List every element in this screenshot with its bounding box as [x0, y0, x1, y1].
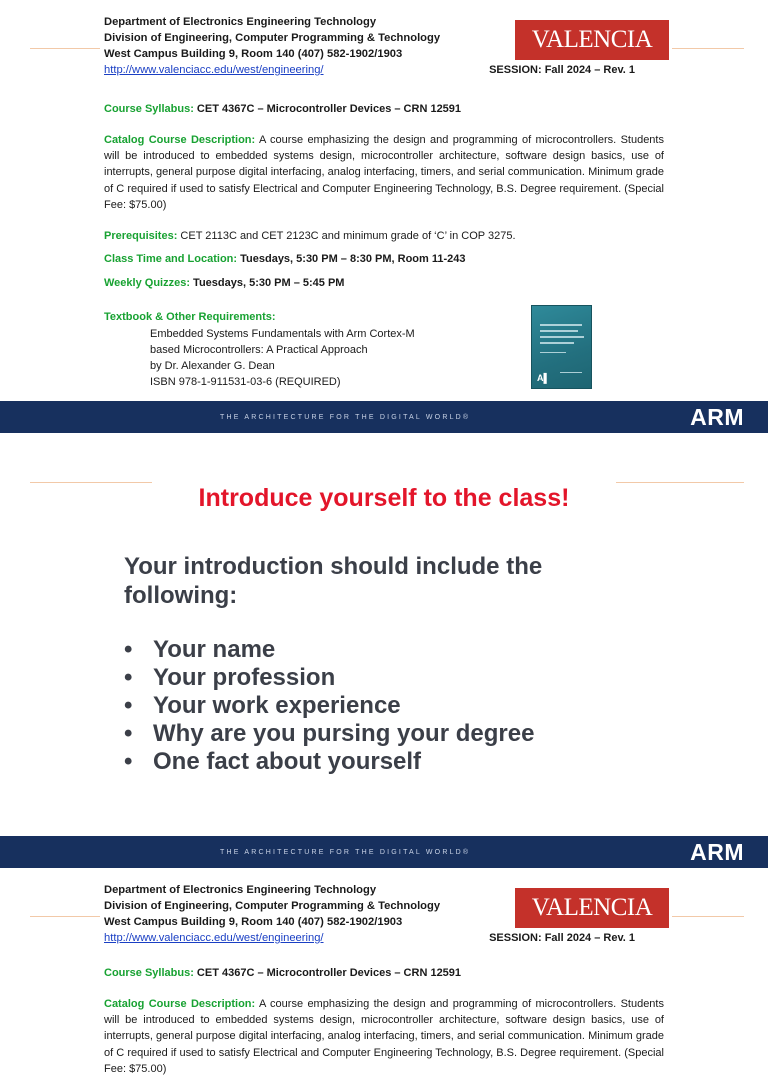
book-author: by Dr. Alexander G. Dean [150, 360, 275, 372]
arm-logo: ARM [690, 404, 744, 430]
prereq-text: CET 2113C and CET 2123C and minimum grade of ‘C’ in COP 3275. [177, 230, 516, 242]
intro-list-item: • Your name [124, 636, 534, 664]
catalog-text: A course emphasizing the design and programming of microcontrollers. Students will be introduced to embedded systems design, microcontroller architecture, software design basics, use of interrupts, general purpose digital interfacing, analog interfacing, timers, and serial communication. Minimum grade of C required if used to satisfy Electrical and Computer Engineering Technology, B.S. Degree requirement. (Special Fee: $75.00) [104, 998, 664, 1075]
book-title-line2: based Microcontrollers: A Practical Approach [150, 344, 368, 356]
textbook-cover-image [531, 305, 592, 389]
intro-title: Introduce yourself to the class! [198, 484, 570, 512]
syllabus-slide-bottom [0, 868, 768, 1075]
syllabus-slide-top [0, 0, 768, 404]
classtime-text: Tuesdays, 5:30 PM – 8:30 PM, Room 11-243 [237, 253, 466, 265]
textbook-details [150, 326, 415, 390]
decor-line-right [672, 48, 744, 49]
prerequisites-line [104, 228, 664, 244]
arm-tagline: THE ARCHITECTURE FOR THE DIGITAL WORLD® [220, 849, 471, 856]
intro-list-item: • Your profession [124, 664, 534, 692]
intro-heading: Your introduction should include the following: [124, 553, 543, 609]
book-title-line1: Embedded Systems Fundamentals with Arm Cortex-M [150, 328, 415, 340]
book-isbn-line [150, 374, 415, 390]
arm-tagline: THE ARCHITECTURE FOR THE DIGITAL WORLD® [220, 414, 471, 421]
class-time-line [104, 251, 664, 267]
decor-line-left [30, 482, 152, 483]
engineering-link[interactable]: http://www.valenciacc.edu/west/engineering/ [104, 932, 324, 944]
catalog-label: Catalog Course Description: [104, 998, 256, 1010]
catalog-description [104, 996, 664, 1077]
arm-footer-bar [0, 401, 768, 433]
division-name: Division of Engineering, Computer Programming & Technology [104, 32, 441, 44]
arm-logo: ARM [690, 839, 744, 865]
decor-line-right [616, 482, 744, 483]
book-required: (REQUIRED) [275, 376, 341, 388]
textbook-label: Textbook & Other Requirements: [104, 311, 276, 323]
valencia-logo: VALENCIA [515, 888, 669, 928]
quiz-text: Tuesdays, 5:30 PM – 5:45 PM [190, 277, 345, 289]
course-label: Course Syllabus: [104, 967, 194, 979]
prereq-label: Prerequisites: [104, 230, 178, 242]
course-label: Course Syllabus: [104, 103, 194, 115]
arm-footer-bar [0, 836, 768, 868]
decor-line-left [30, 48, 100, 49]
engineering-link[interactable]: http://www.valenciacc.edu/west/engineering/ [104, 64, 324, 76]
classtime-label: Class Time and Location: [104, 253, 238, 265]
intro-list-item: • One fact about yourself [124, 748, 534, 776]
cover-logo-icon: A▌ [537, 373, 550, 383]
campus-address: West Campus Building 9, Room 140 (407) 582-1902/1903 [104, 48, 403, 60]
department-name: Department of Electronics Engineering Technology [104, 16, 377, 28]
catalog-label: Catalog Course Description: [104, 134, 256, 146]
session-label: SESSION: Fall 2024 – Rev. 1 [489, 932, 635, 944]
course-value: CET 4367C – Microcontroller Devices – CRN 12591 [193, 103, 462, 115]
book-isbn: ISBN 978-1-911531-03-6 [150, 376, 276, 388]
valencia-logo: VALENCIA [515, 20, 669, 60]
course-value: CET 4367C – Microcontroller Devices – CRN 12591 [193, 967, 462, 979]
intro-list [124, 636, 534, 776]
quiz-label: Weekly Quizzes: [104, 277, 190, 289]
division-name: Division of Engineering, Computer Programming & Technology [104, 900, 441, 912]
course-syllabus-line [104, 965, 664, 981]
decor-line-left [30, 916, 100, 917]
weekly-quizzes-line [104, 275, 664, 291]
catalog-description [104, 132, 664, 213]
intro-list-item: • Why are you pursing your degree [124, 720, 534, 748]
department-name: Department of Electronics Engineering Technology [104, 884, 377, 896]
course-syllabus-line [104, 101, 664, 117]
campus-address: West Campus Building 9, Room 140 (407) 582-1902/1903 [104, 916, 403, 928]
decor-line-right [672, 916, 744, 917]
catalog-text: A course emphasizing the design and programming of microcontrollers. Students will be introduced to embedded systems design, microcontroller architecture, software design basics, use of interrupts, general purpose digital interfacing, analog interfacing, timers, and serial communication. Minimum grade of C required if used to satisfy Electrical and Computer Engineering Technology, B.S. Degree requirement. (Special Fee: $75.00) [104, 134, 664, 211]
intro-list-item: • Your work experience [124, 692, 534, 720]
session-label: SESSION: Fall 2024 – Rev. 1 [489, 64, 635, 76]
